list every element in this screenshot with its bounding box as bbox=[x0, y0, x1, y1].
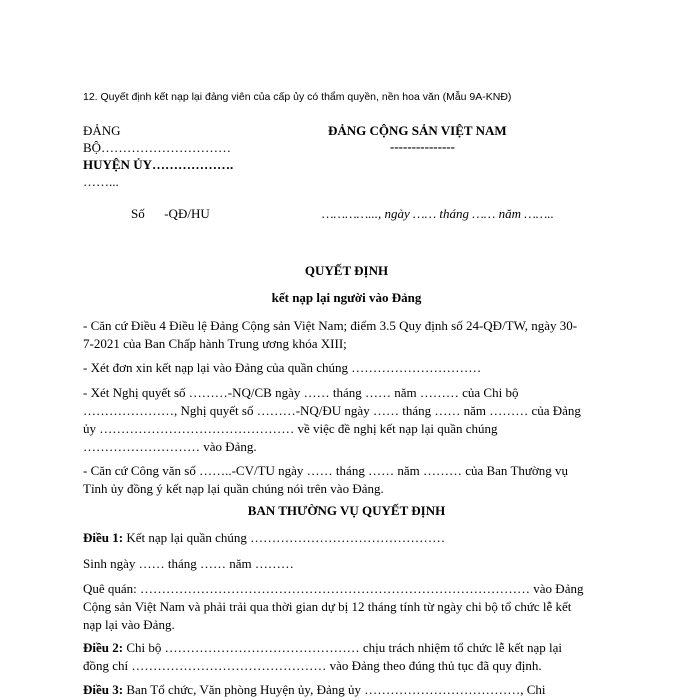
basis-3-line-1: - Xét Nghị quyết số ………-NQ/CB ngày …… tháng …… năm ……… của Chi bộ bbox=[83, 385, 519, 400]
article-1-text: Kết nạp lại quần chúng ……………………………………… bbox=[123, 530, 446, 545]
party-name: ĐẢNG CỘNG SẢN VIỆT NAM bbox=[328, 123, 507, 138]
basis-4-line-2: Tỉnh ủy đồng ý kết nạp lại quần chúng nói trên vào Đảng. bbox=[83, 481, 384, 496]
basis-paragraph-3 bbox=[83, 384, 610, 456]
article-1-label: Điều 1: bbox=[83, 530, 124, 545]
birth-date-line bbox=[83, 555, 610, 573]
basis-4-line-1: - Căn cứ Công văn số ……..-CV/TU ngày …… tháng …… năm ……… của Ban Thường vụ bbox=[83, 463, 569, 478]
basis-1-line-2: 7-2021 của Ban Chấp hành Trung ương khóa XIII; bbox=[83, 336, 347, 351]
hometown-line-2: Cộng sản Việt Nam và phải trải qua thời gian dự bị 12 tháng tính từ ngày chi bộ tổ chức lễ kết bbox=[83, 599, 572, 614]
basis-paragraph-4 bbox=[83, 462, 610, 498]
basis-3-line-3: ủy ……………………………………… về việc đề nghị kết nạp lại quần chúng bbox=[83, 421, 498, 436]
decision-date: …………..., ngày …… tháng …… năm …….. bbox=[322, 206, 554, 221]
header-left-line-3: HUYỆN ỦY………………. bbox=[83, 157, 234, 172]
hometown-line-3: nạp lại vào Đảng. bbox=[83, 617, 175, 632]
article-2-line-2: đồng chí ……………………………………… vào Đảng theo đúng thủ tục đã quy định. bbox=[83, 658, 542, 673]
article-2-line-1: Chi bộ ……………………………………… chịu trách nhiệm tổ chức lễ kết nạp lại bbox=[123, 640, 562, 655]
decision-heading: BAN THƯỜNG VỤ QUYẾT ĐỊNH bbox=[247, 503, 446, 518]
decision-number: Số -QĐ/HU bbox=[131, 206, 210, 221]
header-left-line-1: ĐẢNG bbox=[83, 123, 121, 138]
basis-2-line-1: - Xét đơn xin kết nạp lại vào Đảng của quần chúng ………………………… bbox=[83, 360, 482, 375]
party-dashes: --------------- bbox=[390, 139, 455, 154]
basis-3-line-2: …………………, Nghị quyết số ………-NQ/ĐU ngày …… tháng …… năm ……… của Đảng bbox=[83, 403, 581, 418]
basis-paragraph-2 bbox=[83, 359, 610, 377]
header-left-line-2: BỘ………………………… bbox=[83, 140, 232, 155]
document-subtitle: kết nạp lại người vào Đảng bbox=[271, 290, 422, 305]
article-2-label: Điều 2: bbox=[83, 640, 124, 655]
header-left-line-4: ……... bbox=[83, 174, 119, 189]
form-caption: 12. Quyết định kết nạp lại đảng viên của cấp ủy có thẩm quyền, nền hoa văn (Mẫu 9A-KNĐ) bbox=[83, 91, 512, 103]
article-1 bbox=[83, 529, 610, 547]
basis-3-line-4: ……………………… vào Đảng. bbox=[83, 439, 257, 454]
document-title: QUYẾT ĐỊNH bbox=[304, 263, 389, 278]
birth-date-text: Sinh ngày …… tháng …… năm ……… bbox=[83, 556, 294, 571]
basis-1-line-1: - Căn cứ Điều 4 Điều lệ Đảng Cộng sản Việt Nam; điểm 3.5 Quy định số 24-QĐ/TW, ngày 30- bbox=[83, 318, 578, 333]
basis-paragraph-1 bbox=[83, 317, 610, 353]
article-3 bbox=[83, 681, 610, 699]
hometown-line-1: Quê quán: ……………………………………………………………………………… vào Đảng bbox=[83, 581, 584, 596]
hometown-paragraph bbox=[83, 580, 610, 634]
article-2 bbox=[83, 639, 610, 675]
article-3-line-1: Ban Tổ chức, Văn phòng Huyện ủy, Đảng ủy ………………………………, Chi bbox=[123, 682, 546, 697]
article-3-label: Điều 3: bbox=[83, 682, 124, 697]
